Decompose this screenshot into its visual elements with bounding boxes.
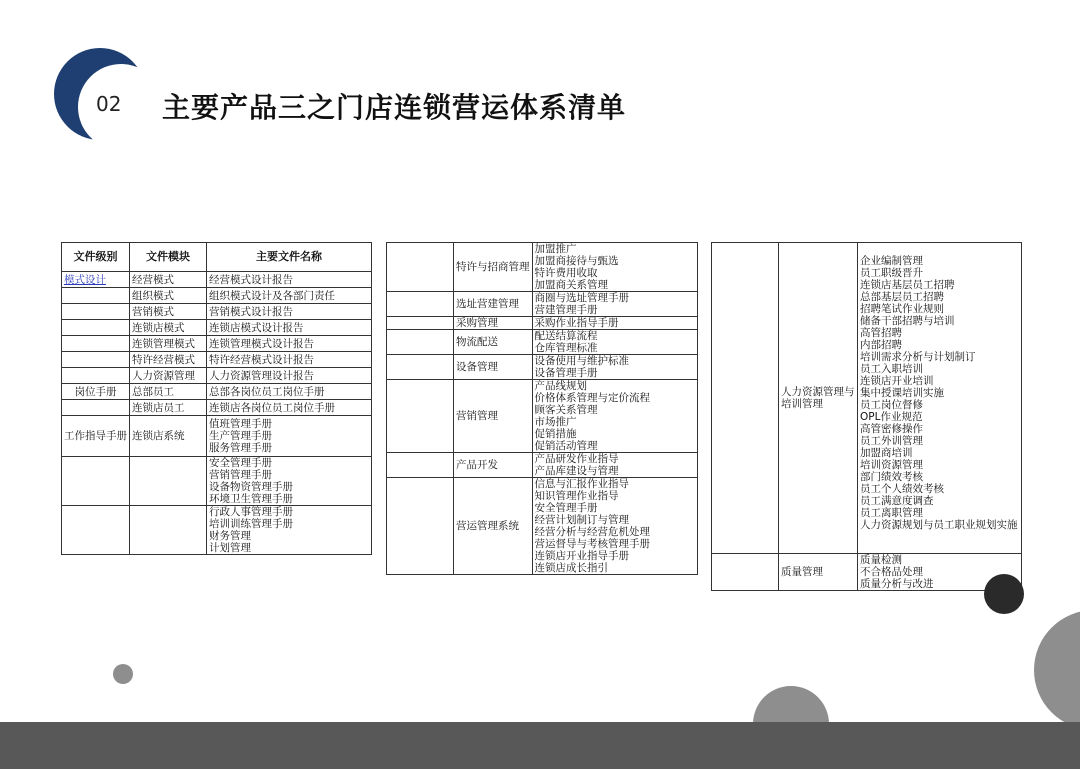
list-item: 营销管理手册 xyxy=(209,469,272,481)
table-row xyxy=(62,368,372,384)
cell-module: 经营模式 xyxy=(130,272,207,288)
cell-module xyxy=(130,457,207,506)
list-item: 连锁店基层员工招聘 xyxy=(860,279,955,291)
decor-circle-dark xyxy=(984,574,1024,614)
cell-module: 采购管理 xyxy=(454,317,533,330)
footer-bar xyxy=(0,722,1080,769)
cell-level xyxy=(62,336,130,352)
list-item: 连锁店成长指引 xyxy=(534,562,608,574)
cell-blank xyxy=(387,355,454,380)
list-item: 经营计划制订与管理 xyxy=(534,514,629,526)
table-operations xyxy=(386,242,698,575)
list-item: 设备管理手册 xyxy=(534,367,598,379)
cell-blank xyxy=(387,478,454,575)
cell-level xyxy=(62,288,130,304)
list-item: 连锁店开业指导手册 xyxy=(534,550,629,562)
list-item: 财务管理 xyxy=(209,530,251,542)
table-row xyxy=(62,400,372,416)
table-row xyxy=(62,288,372,304)
table-row xyxy=(712,243,1022,554)
cell-blank xyxy=(387,453,454,478)
list-item: 顾客关系管理 xyxy=(534,404,598,416)
cell-module: 营运管理系统 xyxy=(454,478,533,575)
list-item: 招聘笔试作业规则 xyxy=(860,303,944,315)
list-item: 特许费用收取 xyxy=(534,267,598,279)
list-item: 员工满意度调查 xyxy=(860,495,934,507)
list-item: 知识管理作业指导 xyxy=(534,490,619,502)
list-item: 产品库建设与管理 xyxy=(534,465,619,477)
table-row xyxy=(387,292,698,317)
list-item: 员工个人绩效考核 xyxy=(860,483,944,495)
cell-module: 营销模式 xyxy=(130,304,207,320)
list-item: 培训资源管理 xyxy=(860,459,923,471)
table-row xyxy=(387,317,698,330)
table-row xyxy=(387,478,698,575)
cell-file: 特许经营模式设计报告 xyxy=(207,352,372,368)
header-file-level: 文件级别 xyxy=(62,243,130,272)
cell-level xyxy=(62,457,130,506)
list-item: 安全管理手册 xyxy=(209,457,272,469)
cell-items xyxy=(532,317,698,330)
list-item: 营运督导与考核管理手册 xyxy=(534,538,650,550)
list-item: 员工外训管理 xyxy=(860,435,923,447)
cell-module: 质量管理 xyxy=(779,554,858,591)
list-item: 设备物资管理手册 xyxy=(209,481,293,493)
list-item: 服务管理手册 xyxy=(209,442,272,454)
list-item: 环境卫生管理手册 xyxy=(209,493,293,505)
table-row xyxy=(62,336,372,352)
list-item: 储备干部招聘与培训 xyxy=(860,315,955,327)
table-row xyxy=(387,380,698,453)
cell-items xyxy=(532,292,698,317)
table-row xyxy=(62,416,372,457)
cell-file: 经营模式设计报告 xyxy=(207,272,372,288)
cell-module: 连锁店员工 xyxy=(130,400,207,416)
list-item: 促销活动管理 xyxy=(534,440,598,452)
cell-module: 特许经营模式 xyxy=(130,352,207,368)
list-item: 产品研发作业指导 xyxy=(534,453,619,465)
list-item: 仓库管理标准 xyxy=(534,342,598,354)
cell-items xyxy=(532,478,698,575)
cell-module: 连锁管理模式 xyxy=(130,336,207,352)
list-item: 营建管理手册 xyxy=(534,304,598,316)
table-row xyxy=(712,554,1022,591)
cell-level: 岗位手册 xyxy=(62,384,130,400)
list-item: 连锁店开业培训 xyxy=(860,375,934,387)
list-item: 采购作业指导手册 xyxy=(534,317,619,329)
table-row xyxy=(62,506,372,555)
decor-circle-gray-large xyxy=(1034,610,1080,730)
list-item: 生产管理手册 xyxy=(209,430,272,442)
list-item: 部门绩效考核 xyxy=(860,471,923,483)
cell-module: 产品开发 xyxy=(454,453,533,478)
list-item: 培训训练管理手册 xyxy=(209,518,293,530)
cell-file: 总部各岗位员工岗位手册 xyxy=(207,384,372,400)
list-item: 商圈与选址管理手册 xyxy=(534,292,629,304)
cell-module xyxy=(130,506,207,555)
table-row xyxy=(62,384,372,400)
table-header-row xyxy=(62,243,372,272)
cell-module: 连锁店模式 xyxy=(130,320,207,336)
cell-file-list xyxy=(207,416,372,457)
list-item: 员工岗位督修 xyxy=(860,399,923,411)
list-item: 值班管理手册 xyxy=(209,418,272,430)
cell-file: 连锁管理模式设计报告 xyxy=(207,336,372,352)
spacer xyxy=(860,531,1019,553)
list-item: 行政人事管理手册 xyxy=(209,506,293,518)
cell-blank xyxy=(387,317,454,330)
section-number: 02 xyxy=(96,92,122,116)
table-hr-quality xyxy=(711,242,1022,591)
list-item: 市场推广 xyxy=(534,416,577,428)
cell-file-list xyxy=(207,457,372,506)
cell-blank xyxy=(712,243,779,554)
list-item: 高管招聘 xyxy=(860,327,902,339)
spacer xyxy=(860,243,1019,255)
cell-level xyxy=(62,368,130,384)
cell-items xyxy=(532,355,698,380)
cell-module: 特许与招商管理 xyxy=(454,243,533,292)
header-main-file-name: 主要文件名称 xyxy=(207,243,372,272)
table-row xyxy=(387,243,698,292)
cell-module: 设备管理 xyxy=(454,355,533,380)
cell-items xyxy=(532,243,698,292)
table-row xyxy=(62,304,372,320)
cell-level xyxy=(62,352,130,368)
table-document-levels xyxy=(61,242,372,555)
list-item: 安全管理手册 xyxy=(534,502,598,514)
list-item: 促销措施 xyxy=(534,428,577,440)
cell-module: 总部员工 xyxy=(130,384,207,400)
cell-file: 营销模式设计报告 xyxy=(207,304,372,320)
cell-level: 工作指导手册 xyxy=(62,416,130,457)
cell-file: 连锁店模式设计报告 xyxy=(207,320,372,336)
list-item: 经营分析与经营危机处理 xyxy=(534,526,650,538)
cell-module: 选址营建管理 xyxy=(454,292,533,317)
cell-module: 组织模式 xyxy=(130,288,207,304)
cell-blank xyxy=(387,380,454,453)
cell-blank xyxy=(712,554,779,591)
list-item: 员工职级晋升 xyxy=(860,267,923,279)
table-row xyxy=(387,355,698,380)
table-row xyxy=(387,453,698,478)
table-row xyxy=(62,320,372,336)
list-item: 内部招聘 xyxy=(860,339,902,351)
cell-level xyxy=(62,400,130,416)
list-item: 高管密修操作 xyxy=(860,423,923,435)
cell-level xyxy=(62,320,130,336)
list-item: 人力资源规划与员工职业规划实施 xyxy=(860,519,1018,531)
cell-file: 人力资源管理设计报告 xyxy=(207,368,372,384)
cell-module: 人力资源管理 xyxy=(130,368,207,384)
cell-items xyxy=(532,380,698,453)
list-item: 价格体系管理与定价流程 xyxy=(534,392,650,404)
decor-circle-gray-small xyxy=(113,664,133,684)
cell-items xyxy=(858,243,1022,554)
cell-level xyxy=(62,506,130,555)
list-item: 不合格品处理 xyxy=(860,566,923,578)
cell-items xyxy=(532,330,698,355)
list-item: 产品线规划 xyxy=(534,380,587,392)
header-file-module: 文件模块 xyxy=(130,243,207,272)
list-item: 加盟推广 xyxy=(534,243,577,255)
cell-module: 连锁店系统 xyxy=(130,416,207,457)
list-item: 集中授课培训实施 xyxy=(860,387,944,399)
list-item: 信息与汇报作业指导 xyxy=(534,478,629,490)
list-item: 配送结算流程 xyxy=(534,330,598,342)
list-item: 加盟商培训 xyxy=(860,447,913,459)
list-item: 培训需求分析与计划制订 xyxy=(860,351,976,363)
cell-file-list xyxy=(207,506,372,555)
page-title: 主要产品三之门店连锁营运体系清单 xyxy=(162,91,627,124)
cell-blank xyxy=(387,292,454,317)
cell-file: 连锁店各岗位员工岗位手册 xyxy=(207,400,372,416)
list-item: 质量分析与改进 xyxy=(860,578,934,590)
list-item: 加盟商关系管理 xyxy=(534,279,608,291)
list-item: 设备使用与维护标准 xyxy=(534,355,629,367)
cell-module: 物流配送 xyxy=(454,330,533,355)
list-item: 员工入职培训 xyxy=(860,363,923,375)
cell-module: 营销管理 xyxy=(454,380,533,453)
cell-items xyxy=(532,453,698,478)
table-row xyxy=(387,330,698,355)
list-item: 质量检测 xyxy=(860,554,902,566)
cell-blank xyxy=(387,330,454,355)
cell-file: 组织模式设计及各部门责任 xyxy=(207,288,372,304)
cell-level xyxy=(62,304,130,320)
table-row xyxy=(62,457,372,506)
cell-level[interactable] xyxy=(62,272,130,288)
list-item: 员工离职管理 xyxy=(860,507,923,519)
list-item: 计划管理 xyxy=(209,542,251,554)
level-link[interactable]: 模式设计 xyxy=(64,273,106,286)
cell-blank xyxy=(387,243,454,292)
list-item: 加盟商接待与甄选 xyxy=(534,255,619,267)
list-item: 总部基层员工招聘 xyxy=(860,291,944,303)
table-row xyxy=(62,352,372,368)
cell-module: 人力资源管理与培训管理 xyxy=(779,243,858,554)
table-row xyxy=(62,272,372,288)
list-item: OPL作业规范 xyxy=(860,411,923,423)
list-item: 企业编制管理 xyxy=(860,255,923,267)
